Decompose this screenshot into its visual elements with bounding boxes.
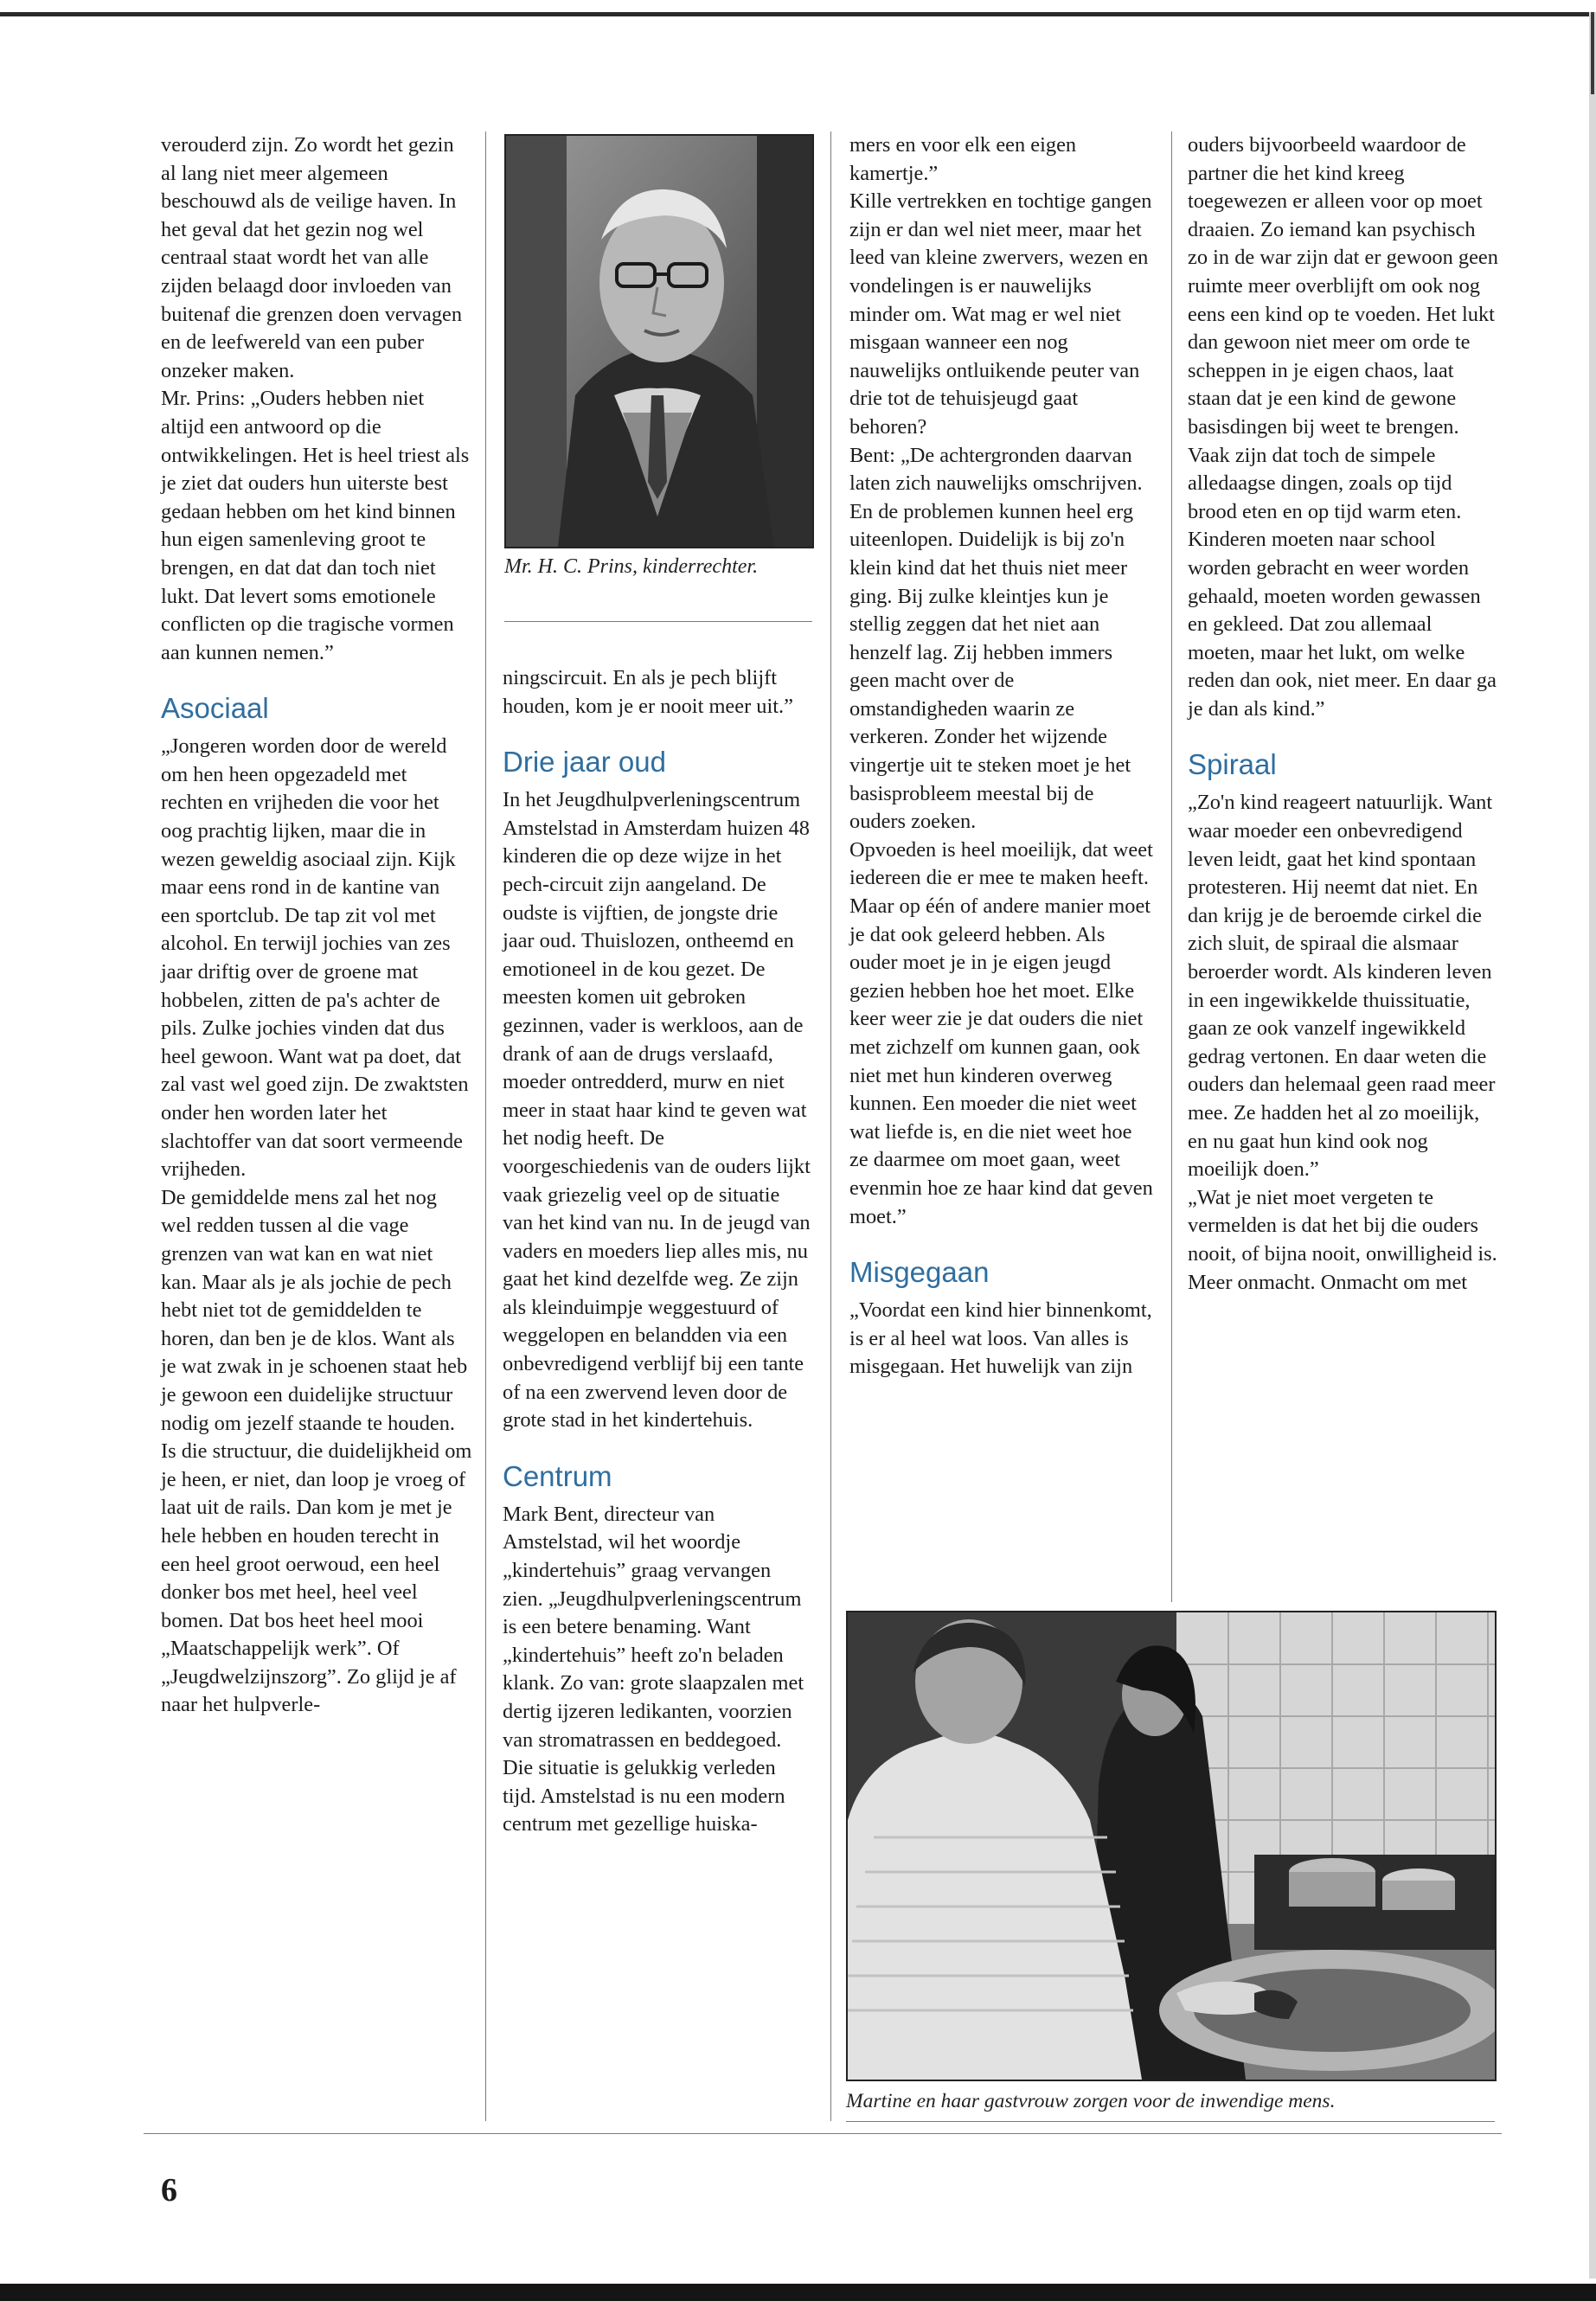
kitchen-photo bbox=[846, 1611, 1497, 2081]
col3-paragraph-2: Kille vertrekken en tochtige gangen zijn er dan wel niet meer, maar het leed van kleine zwervers, wezen en vondelingen is er nauwelijks minder om. Wat mag er wel niet misgaan wanneer een nog nauwelijks ontluikende peuter van drie tot de tehuisjeugd gaat behoren? bbox=[849, 189, 1152, 439]
column-3 bbox=[849, 131, 1154, 1381]
column-2 bbox=[503, 664, 812, 1839]
col2-paragraph-2: In het Jeugdhulpverleningscentrum Amstelstad in Amsterdam huizen 48 kinderen die op deze wijze in het pech-circuit zijn aangeland. De oudste is vijftien, de jongste drie jaar oud. Thuislozen, ontheemd en emotioneel in de kou gezet. De meesten komen uit gebroken gezinnen, vader is werkloos, aan de drank of aan de drugs verslaafd, moeder ontredderd, murw en niet meer in staat haar kind te geven wat het nodig heeft. De voorgeschiedenis van de ouders lijkt vaak griezelig veel op de situatie van het kind van nu. In de jeugd van vaders en moeders liep alles mis, nu gaat het kind dezelfde weg. Ze zijn als kleinduimpje weggestuurd of weggelopen en belandden via een onbevredigend verblijf bij een tante of na een zwervend leven door de grote stad in het kindertehuis. bbox=[503, 788, 811, 1433]
portrait-photo bbox=[504, 134, 814, 548]
scan-right-mark bbox=[1591, 12, 1594, 94]
column-divider-1 bbox=[485, 131, 486, 2121]
col2-paragraph-1: ningscircuit. En als je pech blijft houden, kom je er nooit meer uit.” bbox=[503, 666, 793, 718]
col4-paragraph-2: „Zo'n kind reageert natuurlijk. Want waar moeder een onbevredigend leven leidt, gaat het kind spontaan protesteren. Hij neemt dat niet. En dan krijg je de beroemde cirkel die zich sluit, de spiraal die alsmaar beroerder wordt. Als kinderen leven in een ingewikkelde thuissituatie, gaan ze ook vanzelf ingewikkeld gedrag vertonen. En daar weten die ouders dan helemaal geen raad meer mee. Ze hadden het al zo moeilijk, en nu gaat hun kind ook nog moeilijk doen.” bbox=[1188, 791, 1496, 1182]
caption-rule-1 bbox=[504, 621, 812, 622]
column-4 bbox=[1188, 131, 1499, 1297]
col1-paragraph-4: De gemiddelde mens zal het nog wel redden tussen al die vage grenzen van wat kan en wat niet kan. Maar als je als jochie de pech hebt niet tot de gemiddelden te horen, dan ben je de klos. Want als je wat zwak in je schoenen staat heb je gewoon een duidelijke structuur nodig om jezelf staande te houden. Is die structuur, die duidelijkheid om je heen, er niet, dan loop je vroeg of laat uit de rails. Dan kom je met je hele hebben en houden terecht in een heel groot oerwoud, een heel donker bos met heel, heel veel bomen. Dat bos heet heel mooi „Maatschappelijk werk”. Of „Jeugdwelzijnszorg”. Zo glijd je af naar het hulpverle- bbox=[161, 1185, 472, 1717]
col2-paragraph-3: Mark Bent, directeur van Amstelstad, wil het woordje „kindertehuis” graag vervangen zien. „Jeugdhulpverleningscentrum is een betere benaming. Want „kindertehuis” heeft zo'n beladen klank. Zo van: grote slaapzalen met dertig ijzeren ledikanten, voorzien van stromatrassen en beddegoed. Die situatie is gelukkig verleden tijd. Amstelstad is nu een modern centrum met gezellige huiska- bbox=[503, 1502, 804, 1836]
col4-paragraph-1: ouders bijvoorbeeld waardoor de partner die het kind kreeg toegewezen er alleen voor op moet draaien. Zo iemand kan psychisch zo in de war zijn dat er gewoon geen ruimte meer overblijft om ook nog eens een kind op te voeden. Het lukt dan gewoon niet meer om orde te scheppen in je eigen chaos, laat staan dat je een kind de gewone basisdingen bij weet te brengen. Vaak zijn dat toch de simpele alledaagse dingen, zoals op tijd brood eten en op tijd warm eten. Kinderen moeten naar school worden gebracht en weer worden gehaald, moeten worden gewassen en gekleed. Dat zou allemaal moeten, maar het lukt, om welke reden dan ook, niet meer. En daar ga je dan als kind.” bbox=[1188, 133, 1498, 721]
scan-top-edge bbox=[0, 12, 1596, 16]
heading-misgegaan: Misgegaan bbox=[849, 1256, 990, 1289]
heading-spiraal: Spiraal bbox=[1188, 748, 1277, 781]
col3-paragraph-3: Bent: „De achtergronden daarvan laten zich nauwelijks omschrijven. En de problemen kunnen heel erg uiteenlopen. Duidelijk is bij zo'n klein kind dat het thuis niet meer ging. Bij zulke kleintjes kun je stellig zeggen dat het niet aan henzelf lag. Zij hebben immers geen macht over de omstandigheden waarin ze verkeren. Zonder het wijzende vingertje uit te steken moet je het basisprobleem meestal bij de ouders zoeken. bbox=[849, 443, 1143, 834]
page-number: 6 bbox=[161, 2172, 177, 2208]
page-bottom-rule bbox=[144, 2133, 1502, 2134]
portrait-image bbox=[506, 136, 812, 547]
portrait-caption: Mr. H. C. Prins, kinderrechter. bbox=[504, 555, 759, 578]
heading-asociaal: Asociaal bbox=[161, 692, 269, 725]
caption-rule-2 bbox=[846, 2121, 1495, 2122]
col3-paragraph-5: „Voordat een kind hier binnenkomt, is er al heel wat loos. Van alles is misgegaan. Het huwelijk van zijn bbox=[849, 1298, 1152, 1379]
col3-paragraph-1: mers en voor elk een eigen kamertje.” bbox=[849, 133, 1077, 185]
heading-centrum: Centrum bbox=[503, 1459, 612, 1492]
column-divider-3 bbox=[1171, 131, 1172, 1602]
col3-paragraph-4: Opvoeden is heel moeilijk, dat weet iedereen die er mee te maken heeft. Maar op één of andere manier moet je dat ook geleerd hebben. Als ouder moet je in je eigen jeugd gezien hebben hoe het moet. Elke keer weer zie je dat ouders die niet met zichzelf om kunnen gaan, ook niet met hun kinderen overweg kunnen. Een moeder die niet weet wat liefde is, en die niet weet hoe ze daarmee om moet gaan, weet evenmin hoe ze haar kind dat geven moet.” bbox=[849, 837, 1153, 1228]
col4-paragraph-3: „Wat je niet moet vergeten te vermelden is dat het bij die ouders nooit, of bijna nooit, onwilligheid is. Meer onmacht. Onmacht om met bbox=[1188, 1185, 1497, 1294]
kitchen-caption: Martine en haar gastvrouw zorgen voor de inwendige mens. bbox=[846, 2090, 1336, 2112]
column-divider-2 bbox=[830, 131, 831, 2121]
col1-paragraph-3: „Jongeren worden door de wereld om hen heen opgezadeld met rechten en vrijheden die voor het oog prachtig lijken, maar die in wezen geweldig asociaal zijn. Kijk maar eens rond in de kantine van een sportclub. De tap zit vol met alcohol. En terwijl jochies van zes jaar driftig over de groene mat hobbelen, zitten de pa's achter de pils. Zulke jochies vinden dat dus heel gewoon. Want wat pa doet, dat zal vast wel goed zijn. De zwaktsten onder hen worden later het slachtoffer van dat soort vermeende vrijheden. bbox=[161, 734, 469, 1182]
column-1 bbox=[161, 131, 472, 1720]
scan-bottom-edge bbox=[0, 2284, 1596, 2301]
col1-paragraph-1: verouderd zijn. Zo wordt het gezin al lang niet meer algemeen beschouwd als de veilige haven. In het geval dat het gezin nog wel centraal staat wordt het van alle zijden belaagd door invloeden van buitenaf die grenzen doen vervagen en de leefwereld van een puber onzeker maken. bbox=[161, 133, 463, 382]
kitchen-image bbox=[848, 1612, 1495, 2080]
scan-right-edge bbox=[1589, 12, 1596, 2279]
col1-paragraph-2: Mr. Prins: „Ouders hebben niet altijd een antwoord op die ontwikkelingen. Het is heel triest als je ziet dat ouders hun uiterste best gedaan hebben om het kind binnen hun eigen samenleving groot te brengen, en dat dat dan toch niet lukt. Dat levert soms emotionele conflicten op die tragische vormen aan kunnen nemen.” bbox=[161, 387, 470, 664]
heading-drie-jaar-oud: Drie jaar oud bbox=[503, 746, 666, 779]
